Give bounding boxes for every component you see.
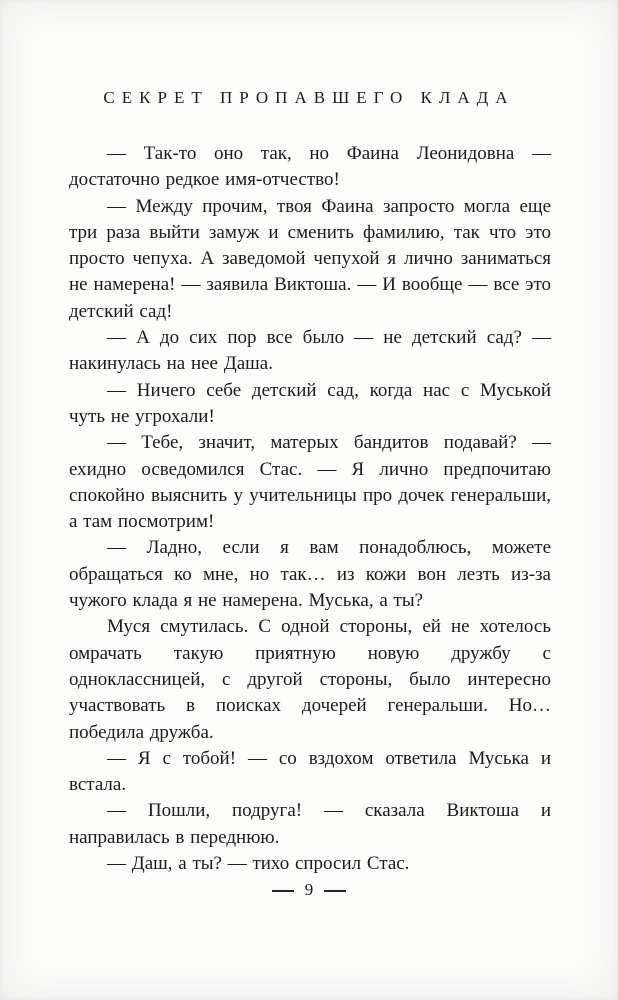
footer-rule-right [324, 890, 346, 892]
footer-rule-left [272, 890, 294, 892]
paragraph: — Так-то оно так, но Фаина Леонидовна — достаточно редкое имя-отчество! [69, 143, 551, 191]
paragraph: — Ничего себе детский сад, когда нас с Муськой чуть не угрохали! [69, 379, 551, 427]
paragraph: — А до сих пор все было — не детский сад? — накинулась на нее Даша. [69, 327, 551, 375]
paragraph: — Между прочим, твоя Фаина запросто могла еще три раза выйти замуж и сменить фамилию, так что это просто чепуха. А заведомой чепухой я лично заниматься не намерена! — заявила Виктоша. — И вообще — все это детский сад! [69, 195, 551, 322]
body-text [69, 141, 551, 877]
running-header-title: СЕКРЕТ ПРОПАВШЕГО КЛАДА [103, 88, 515, 107]
paragraph: — Пошли, подруга! — сказала Виктоша и направилась в переднюю. [69, 800, 551, 848]
page-footer [0, 881, 618, 900]
paragraph: — Даш, а ты? — тихо спросил Стас. [107, 853, 410, 875]
page-number: 9 [304, 880, 314, 899]
paragraph: — Ладно, если я вам понадоблюсь, можете обращаться ко мне, но так… из кожи вон лезть из-за чужого клада я не намерена. Муська, а ты? [69, 537, 551, 612]
paragraph: — Тебе, значит, матерых бандитов подавай? — ехидно осведомился Стас. — Я лично предпочитаю спокойно выяснить у учительницы про дочек генеральши, а там посмотрим! [69, 432, 551, 533]
paragraph: Муся смутилась. С одной стороны, ей не хотелось омрачать такую приятную новую дружбу с одноклассницей, с другой стороны, было интересно участвовать в поисках дочерей генеральши. Но… победила дружба. [69, 616, 551, 743]
paragraph: — Я с тобой! — со вздохом ответила Муська и встала. [69, 747, 551, 796]
